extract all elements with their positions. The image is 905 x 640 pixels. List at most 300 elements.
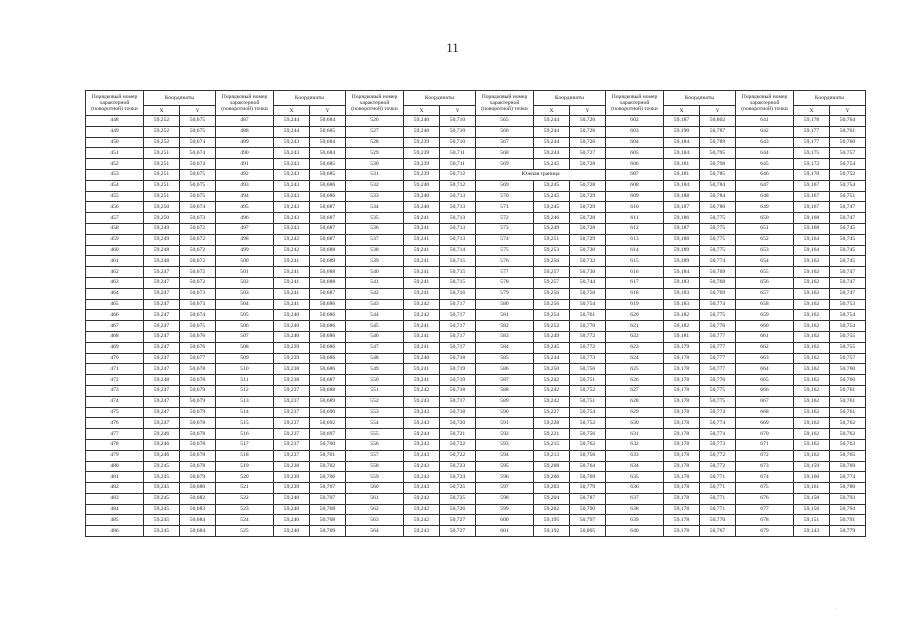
x-coordinate: 59,167 (794, 191, 830, 202)
point-number: 606 (606, 159, 664, 170)
x-coordinate: 59,256 (534, 299, 570, 310)
point-number: 662 (736, 342, 794, 353)
y-coordinate: 50,717 (440, 321, 476, 332)
y-coordinate: 50,715 (440, 256, 476, 267)
x-coordinate: 59,204 (534, 493, 570, 504)
point-number: 624 (606, 353, 664, 364)
x-coordinate: 59,239 (404, 137, 440, 148)
x-coordinate: 59,162 (794, 364, 830, 375)
table-row (86, 515, 866, 526)
x-coordinate: 59,178 (664, 418, 700, 429)
y-coordinate: 50,711 (440, 159, 476, 170)
y-coordinate: 50,689 (310, 256, 346, 267)
y-coordinate: 50,679 (180, 396, 216, 407)
y-coordinate: 50,679 (180, 407, 216, 418)
x-coordinate: 59,177 (794, 126, 830, 137)
y-coordinate: 50,797 (570, 515, 606, 526)
point-number: 557 (346, 450, 404, 461)
table-row (86, 483, 866, 494)
y-coordinate: 50,769 (570, 472, 606, 483)
y-coordinate: 50,787 (570, 493, 606, 504)
x-coordinate: 59,257 (534, 277, 570, 288)
y-coordinate: 50,805 (570, 526, 606, 537)
y-coordinate: 50,762 (830, 429, 866, 440)
x-coordinate: 59,241 (274, 288, 310, 299)
point-number: 583 (476, 331, 534, 342)
x-coordinate: 59,162 (794, 450, 830, 461)
boundary-note: Южная граница (476, 169, 606, 180)
x-coordinate: 59,244 (534, 126, 570, 137)
x-coordinate: 59,188 (664, 191, 700, 202)
y-coordinate: 50,756 (570, 429, 606, 440)
table-row (86, 223, 866, 234)
point-number: 519 (216, 461, 274, 472)
x-coordinate: 59,162 (794, 429, 830, 440)
point-number: 611 (606, 213, 664, 224)
y-coordinate: 50,764 (570, 461, 606, 472)
point-number: 449 (86, 126, 144, 137)
point-number: 608 (606, 180, 664, 191)
y-coordinate: 50,686 (310, 310, 346, 321)
x-coordinate: 59,256 (534, 288, 570, 299)
x-coordinate: 59,241 (404, 223, 440, 234)
y-coordinate: 50,688 (310, 245, 346, 256)
y-coordinate: 50,688 (310, 385, 346, 396)
point-number: 495 (216, 202, 274, 213)
x-coordinate: 59,175 (794, 148, 830, 159)
point-number: 509 (216, 353, 274, 364)
x-coordinate: 59,227 (534, 407, 570, 418)
point-number: 514 (216, 407, 274, 418)
x-coordinate: 59,242 (274, 245, 310, 256)
y-coordinate: 50,777 (700, 364, 736, 375)
y-coordinate: 50,789 (700, 137, 736, 148)
y-coordinate: 50,728 (570, 223, 606, 234)
x-coordinate: 59,249 (534, 331, 570, 342)
y-coordinate: 50,673 (180, 213, 216, 224)
y-coordinate: 50,763 (830, 439, 866, 450)
x-coordinate: 59,243 (274, 202, 310, 213)
point-number: 622 (606, 331, 664, 342)
y-coordinate: 50,768 (700, 277, 736, 288)
point-number: 645 (736, 159, 794, 170)
point-number: 632 (606, 439, 664, 450)
point-number: 610 (606, 202, 664, 213)
point-number: 516 (216, 429, 274, 440)
x-coordinate: 59,170 (794, 169, 830, 180)
point-number: 663 (736, 353, 794, 364)
y-coordinate: 50,722 (440, 439, 476, 450)
point-number: 567 (476, 137, 534, 148)
point-number: 500 (216, 256, 274, 267)
y-coordinate: 50,715 (440, 277, 476, 288)
x-coordinate: 59,240 (274, 493, 310, 504)
x-coordinate: 59,162 (794, 277, 830, 288)
point-number: 584 (476, 342, 534, 353)
point-number: 522 (216, 493, 274, 504)
point-number: 651 (736, 223, 794, 234)
point-number: 487 (216, 116, 274, 127)
x-coordinate: 59,228 (534, 418, 570, 429)
point-number: 529 (346, 148, 404, 159)
y-coordinate: 50,775 (700, 385, 736, 396)
table-body (86, 116, 866, 537)
x-coordinate: 59,250 (144, 213, 180, 224)
y-coordinate: 50,710 (440, 137, 476, 148)
y-coordinate: 50,724 (440, 472, 476, 483)
point-number: 506 (216, 321, 274, 332)
y-coordinate: 50,675 (180, 321, 216, 332)
header-point-number: Порядковый номер характерной (поворотной) точки (606, 91, 664, 116)
point-number: 655 (736, 267, 794, 278)
x-coordinate: 59,167 (794, 202, 830, 213)
table-row (86, 472, 866, 483)
x-coordinate: 59,247 (144, 364, 180, 375)
header-point-number: Порядковый номер характерной (поворотной) точки (476, 91, 534, 116)
point-number: 654 (736, 256, 794, 267)
x-coordinate: 59,243 (404, 418, 440, 429)
y-coordinate: 50,729 (570, 191, 606, 202)
coordinates-table (85, 90, 866, 537)
point-number: 589 (476, 396, 534, 407)
y-coordinate: 50,701 (310, 450, 346, 461)
y-coordinate: 50,725 (440, 493, 476, 504)
point-number: 511 (216, 375, 274, 386)
y-coordinate: 50,747 (830, 277, 866, 288)
point-number: 607 (606, 169, 664, 180)
table-row (86, 450, 866, 461)
y-coordinate: 50,700 (310, 439, 346, 450)
y-coordinate: 50,672 (180, 245, 216, 256)
point-number: 578 (476, 277, 534, 288)
y-coordinate: 50,775 (700, 234, 736, 245)
x-coordinate: 59,250 (144, 202, 180, 213)
y-coordinate: 50,765 (830, 450, 866, 461)
y-coordinate: 50,745 (830, 223, 866, 234)
x-coordinate: 59,240 (404, 116, 440, 127)
y-coordinate: 50,728 (570, 180, 606, 191)
y-coordinate: 50,760 (830, 137, 866, 148)
x-coordinate: 59,240 (404, 202, 440, 213)
page-number: 11 (446, 40, 459, 55)
x-coordinate: 59,208 (534, 461, 570, 472)
x-coordinate: 59,243 (274, 159, 310, 170)
x-coordinate: 59,240 (274, 310, 310, 321)
point-number: 494 (216, 191, 274, 202)
point-number: 550 (346, 375, 404, 386)
point-number: 636 (606, 483, 664, 494)
x-coordinate: 59,242 (404, 515, 440, 526)
point-number: 612 (606, 223, 664, 234)
header-y: Y (830, 106, 866, 116)
point-number: 614 (606, 245, 664, 256)
point-number: 521 (216, 483, 274, 494)
y-coordinate: 50,777 (700, 342, 736, 353)
x-coordinate: 59,178 (664, 504, 700, 515)
point-number: 515 (216, 418, 274, 429)
x-coordinate: 59,203 (534, 483, 570, 494)
x-coordinate: 59,253 (534, 245, 570, 256)
x-coordinate: 59,243 (404, 483, 440, 494)
header-coordinates: Координаты (144, 91, 216, 106)
table-row (86, 342, 866, 353)
point-number: 572 (476, 213, 534, 224)
y-coordinate: 50,747 (830, 202, 866, 213)
point-number: 621 (606, 321, 664, 332)
point-number: 466 (86, 310, 144, 321)
y-coordinate: 50,688 (310, 277, 346, 288)
point-number: 523 (216, 504, 274, 515)
point-number: 544 (346, 310, 404, 321)
x-coordinate: 59,162 (794, 310, 830, 321)
point-number: 531 (346, 169, 404, 180)
x-coordinate: 59,247 (144, 407, 180, 418)
x-coordinate: 59,243 (274, 191, 310, 202)
table-row (86, 385, 866, 396)
y-coordinate: 50,685 (310, 126, 346, 137)
y-coordinate: 50,717 (440, 331, 476, 342)
y-coordinate: 50,784 (700, 191, 736, 202)
x-coordinate: 59,246 (144, 439, 180, 450)
x-coordinate: 59,162 (794, 396, 830, 407)
point-number: 666 (736, 385, 794, 396)
table-header-row (86, 91, 866, 106)
point-number: 676 (736, 493, 794, 504)
x-coordinate: 59,167 (794, 180, 830, 191)
point-number: 598 (476, 493, 534, 504)
x-coordinate: 59,188 (664, 234, 700, 245)
x-coordinate: 59,162 (794, 331, 830, 342)
x-coordinate: 59,244 (534, 137, 570, 148)
y-coordinate: 50,752 (570, 385, 606, 396)
x-coordinate: 59,243 (404, 439, 440, 450)
x-coordinate: 59,239 (274, 342, 310, 353)
point-number: 634 (606, 461, 664, 472)
x-coordinate: 59,172 (794, 159, 830, 170)
point-number: 485 (86, 515, 144, 526)
point-number: 491 (216, 159, 274, 170)
x-coordinate: 59,184 (664, 148, 700, 159)
x-coordinate: 59,250 (534, 364, 570, 375)
y-coordinate: 50,775 (700, 396, 736, 407)
point-number: 679 (736, 526, 794, 537)
point-number: 477 (86, 429, 144, 440)
point-number: 546 (346, 331, 404, 342)
x-coordinate: 59,202 (534, 504, 570, 515)
table-row (86, 493, 866, 504)
x-coordinate: 59,162 (794, 321, 830, 332)
y-coordinate: 50,713 (440, 191, 476, 202)
x-coordinate: 59,177 (794, 137, 830, 148)
x-coordinate: 59,244 (404, 429, 440, 440)
x-coordinate: 59,242 (404, 504, 440, 515)
x-coordinate: 59,245 (144, 472, 180, 483)
x-coordinate: 59,178 (664, 493, 700, 504)
point-number: 667 (736, 396, 794, 407)
x-coordinate: 59,160 (794, 472, 830, 483)
y-coordinate: 50,720 (440, 418, 476, 429)
x-coordinate: 59,252 (534, 321, 570, 332)
y-coordinate: 50,726 (440, 504, 476, 515)
y-coordinate: 50,678 (180, 364, 216, 375)
x-coordinate: 59,239 (404, 159, 440, 170)
y-coordinate: 50,728 (570, 159, 606, 170)
point-number: 653 (736, 245, 794, 256)
x-coordinate: 59,182 (664, 321, 700, 332)
point-number: 579 (476, 288, 534, 299)
x-coordinate: 59,246 (144, 450, 180, 461)
point-number: 576 (476, 256, 534, 267)
point-number: 623 (606, 342, 664, 353)
point-number: 616 (606, 267, 664, 278)
y-coordinate: 50,687 (310, 288, 346, 299)
point-number: 597 (476, 483, 534, 494)
y-coordinate: 50,674 (180, 137, 216, 148)
point-number: 479 (86, 450, 144, 461)
y-coordinate: 50,757 (830, 148, 866, 159)
x-coordinate: 59,239 (274, 483, 310, 494)
y-coordinate: 50,764 (830, 116, 866, 127)
y-coordinate: 50,684 (180, 526, 216, 537)
y-coordinate: 50,675 (180, 169, 216, 180)
point-number: 648 (736, 191, 794, 202)
y-coordinate: 50,678 (180, 450, 216, 461)
y-coordinate: 50,751 (570, 396, 606, 407)
table-row (86, 504, 866, 515)
point-number: 563 (346, 515, 404, 526)
y-coordinate: 50,757 (830, 353, 866, 364)
y-coordinate: 50,755 (830, 342, 866, 353)
header-coordinates: Координаты (664, 91, 736, 106)
y-coordinate: 50,685 (310, 159, 346, 170)
x-coordinate: 59,189 (664, 256, 700, 267)
point-number: 556 (346, 439, 404, 450)
y-coordinate: 50,775 (700, 310, 736, 321)
x-coordinate: 59,240 (404, 126, 440, 137)
y-coordinate: 50,793 (830, 493, 866, 504)
point-number: 489 (216, 137, 274, 148)
x-coordinate: 59,178 (664, 461, 700, 472)
point-number: 452 (86, 159, 144, 170)
point-number: 618 (606, 288, 664, 299)
point-number: 554 (346, 418, 404, 429)
x-coordinate: 59,151 (794, 515, 830, 526)
y-coordinate: 50,784 (700, 180, 736, 191)
point-number: 490 (216, 148, 274, 159)
y-coordinate: 50,726 (570, 137, 606, 148)
y-coordinate: 50,672 (180, 234, 216, 245)
y-coordinate: 50,787 (700, 126, 736, 137)
point-number: 596 (476, 472, 534, 483)
point-number: 581 (476, 310, 534, 321)
x-coordinate: 59,245 (144, 515, 180, 526)
point-number: 484 (86, 504, 144, 515)
x-coordinate: 59,252 (144, 116, 180, 127)
x-coordinate: 59,245 (534, 159, 570, 170)
point-number: 508 (216, 342, 274, 353)
x-coordinate: 59,243 (404, 407, 440, 418)
x-coordinate: 59,213 (534, 450, 570, 461)
table-row (86, 418, 866, 429)
y-coordinate: 50,723 (440, 461, 476, 472)
point-number: 543 (346, 299, 404, 310)
y-coordinate: 50,773 (700, 439, 736, 450)
y-coordinate: 50,745 (830, 256, 866, 267)
x-coordinate: 59,237 (274, 418, 310, 429)
point-number: 577 (476, 267, 534, 278)
x-coordinate: 59,247 (144, 288, 180, 299)
x-coordinate: 59,248 (144, 245, 180, 256)
y-coordinate: 50,771 (700, 472, 736, 483)
point-number: 635 (606, 472, 664, 483)
x-coordinate: 59,242 (274, 234, 310, 245)
y-coordinate: 50,708 (310, 515, 346, 526)
point-number: 592 (476, 429, 534, 440)
point-number: 575 (476, 245, 534, 256)
y-coordinate: 50,752 (570, 418, 606, 429)
point-number: 468 (86, 331, 144, 342)
x-coordinate: 59,241 (274, 277, 310, 288)
x-coordinate: 59,162 (794, 267, 830, 278)
table-row (86, 191, 866, 202)
point-number: 573 (476, 223, 534, 234)
header-x: X (144, 106, 180, 116)
point-number: 528 (346, 137, 404, 148)
point-number: 498 (216, 234, 274, 245)
y-coordinate: 50,713 (440, 202, 476, 213)
y-coordinate: 50,683 (180, 504, 216, 515)
y-coordinate: 50,732 (570, 256, 606, 267)
x-coordinate: 59,162 (794, 385, 830, 396)
point-number: 462 (86, 267, 144, 278)
y-coordinate: 50,676 (180, 331, 216, 342)
x-coordinate: 59,239 (404, 169, 440, 180)
point-number: 488 (216, 126, 274, 137)
table-row (86, 267, 866, 278)
x-coordinate: 59,240 (274, 504, 310, 515)
table-row (86, 429, 866, 440)
point-number: 647 (736, 180, 794, 191)
x-coordinate: 59,254 (534, 310, 570, 321)
x-coordinate: 59,242 (534, 396, 570, 407)
y-coordinate: 50,754 (830, 159, 866, 170)
y-coordinate: 50,717 (440, 342, 476, 353)
point-number: 615 (606, 256, 664, 267)
x-coordinate: 59,162 (794, 288, 830, 299)
point-number: 664 (736, 364, 794, 375)
y-coordinate: 50,674 (180, 202, 216, 213)
y-coordinate: 50,762 (830, 418, 866, 429)
point-number: 538 (346, 245, 404, 256)
y-coordinate: 50,754 (570, 407, 606, 418)
y-coordinate: 50,771 (700, 493, 736, 504)
point-number: 638 (606, 504, 664, 515)
y-coordinate: 50,779 (570, 483, 606, 494)
x-coordinate: 59,243 (274, 169, 310, 180)
x-coordinate: 59,181 (664, 159, 700, 170)
x-coordinate: 59,241 (404, 213, 440, 224)
point-number: 510 (216, 364, 274, 375)
x-coordinate: 59,164 (794, 245, 830, 256)
point-number: 633 (606, 450, 664, 461)
x-coordinate: 59,241 (404, 375, 440, 386)
x-coordinate: 59,251 (144, 169, 180, 180)
y-coordinate: 50,672 (180, 223, 216, 234)
y-coordinate: 50,713 (440, 213, 476, 224)
y-coordinate: 50,686 (310, 342, 346, 353)
x-coordinate: 59,246 (144, 429, 180, 440)
y-coordinate: 50,707 (310, 483, 346, 494)
